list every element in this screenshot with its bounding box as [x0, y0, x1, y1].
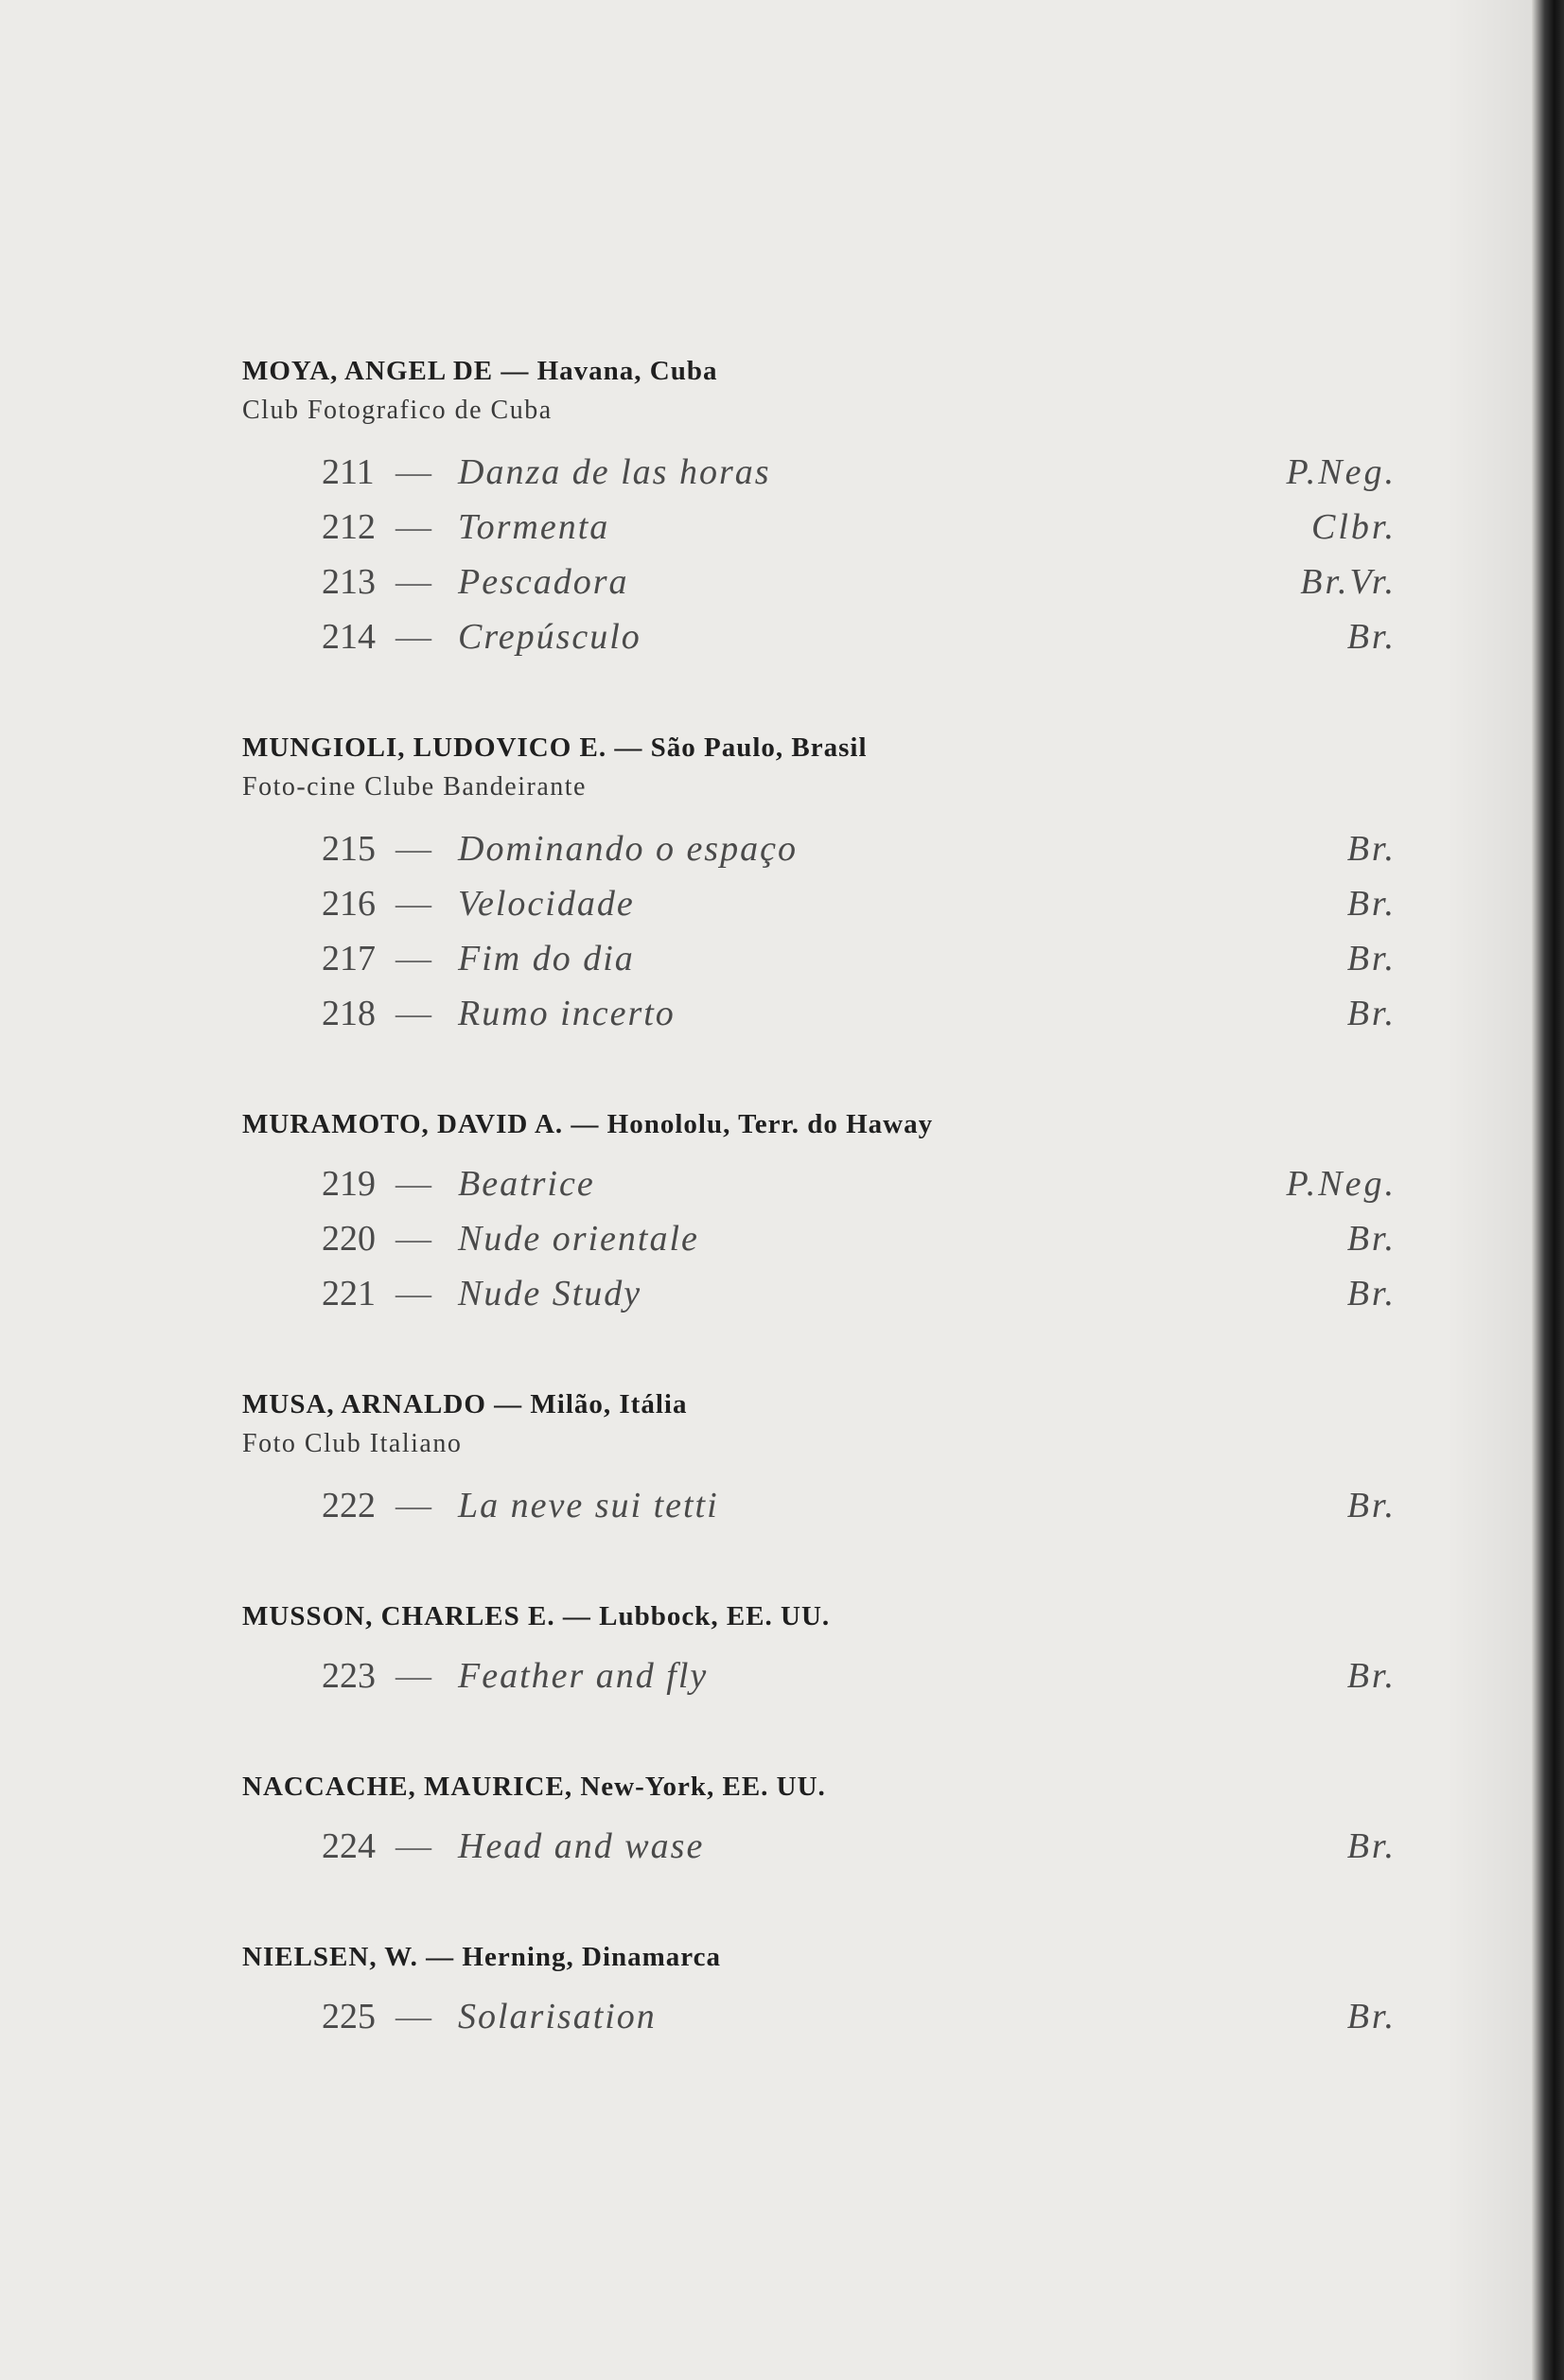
- work-row: [242, 1211, 1397, 1266]
- work-dash: —: [395, 617, 431, 657]
- work-dash: —: [395, 994, 431, 1033]
- work-technique: P.Neg.: [1286, 1164, 1397, 1204]
- work-title: Danza de las horas: [458, 452, 771, 492]
- work-number: 219: [322, 1164, 376, 1204]
- work-title: Pescadora: [458, 562, 629, 602]
- work-row: [242, 986, 1397, 1041]
- work-technique: Br.: [1346, 829, 1397, 869]
- work-number: 224: [322, 1826, 376, 1866]
- work-number: 216: [322, 884, 376, 924]
- work-number: 211: [322, 452, 375, 492]
- work-title: Feather and fly: [458, 1656, 709, 1696]
- work-technique: Br.: [1346, 939, 1397, 978]
- exhibitor-entry: [242, 1938, 1397, 2044]
- work-dash: —: [395, 1486, 431, 1525]
- work-row: [242, 821, 1397, 876]
- work-number: 221: [322, 1274, 376, 1313]
- exhibitor-header: MUSSON, CHARLES E. — Lubbock, EE. UU.: [242, 1601, 831, 1631]
- work-row: [242, 445, 1397, 500]
- work-number: 217: [322, 939, 376, 978]
- work-dash: —: [395, 1219, 431, 1259]
- works-list: [242, 1819, 1397, 1874]
- work-number: 220: [322, 1219, 376, 1259]
- exhibitor-club: Club Fotografico de Cuba: [242, 396, 553, 425]
- work-row: [242, 1478, 1397, 1533]
- works-list: [242, 1478, 1397, 1533]
- work-row: [242, 1819, 1397, 1874]
- work-row: [242, 500, 1397, 555]
- work-row: [242, 1648, 1397, 1703]
- work-dash: —: [395, 1274, 431, 1313]
- work-technique: Br.: [1346, 617, 1397, 657]
- work-dash: —: [395, 1164, 431, 1204]
- work-number: 214: [322, 617, 376, 657]
- work-dash: —: [395, 1656, 431, 1696]
- work-title: Nude Study: [458, 1274, 642, 1313]
- works-list: [242, 821, 1397, 1041]
- exhibitor-entry: [242, 1597, 1397, 1703]
- exhibitor-header: NACCACHE, MAURICE, New-York, EE. UU.: [242, 1772, 826, 1802]
- page-shade: [1447, 0, 1532, 2380]
- exhibitor-entry: [242, 1768, 1397, 1874]
- works-list: [242, 1156, 1397, 1321]
- work-technique: Br.: [1346, 884, 1397, 924]
- work-row: [242, 876, 1397, 931]
- works-list: [242, 1989, 1397, 2044]
- work-title: Rumo incerto: [458, 994, 676, 1033]
- work-row: [242, 1156, 1397, 1211]
- work-title: Beatrice: [458, 1164, 595, 1204]
- work-title: Velocidade: [458, 884, 635, 924]
- page-edge: [1532, 0, 1564, 2380]
- work-number: 212: [322, 507, 376, 547]
- work-technique: Br.: [1346, 994, 1397, 1033]
- work-dash: —: [395, 939, 431, 978]
- work-dash: —: [395, 829, 431, 869]
- work-dash: —: [395, 507, 431, 547]
- work-technique: Br.Vr.: [1300, 562, 1397, 602]
- catalog-list: [242, 352, 1397, 2108]
- work-technique: Br.: [1346, 1826, 1397, 1866]
- exhibitor-header: MUSA, ARNALDO — Milão, Itália: [242, 1389, 688, 1419]
- work-dash: —: [395, 562, 431, 602]
- work-technique: P.Neg.: [1286, 452, 1397, 492]
- work-title: Nude orientale: [458, 1219, 699, 1259]
- work-title: Fim do dia: [458, 939, 635, 978]
- work-dash: —: [395, 452, 431, 492]
- work-number: 223: [322, 1656, 376, 1696]
- work-number: 222: [322, 1486, 376, 1525]
- work-technique: Br.: [1346, 1274, 1397, 1313]
- exhibitor-entry: [242, 1105, 1397, 1321]
- exhibitor-entry: [242, 1385, 1397, 1533]
- work-title: Head and wase: [458, 1826, 705, 1866]
- work-title: Solarisation: [458, 1997, 657, 2036]
- work-number: 225: [322, 1997, 376, 2036]
- work-row: [242, 1989, 1397, 2044]
- work-dash: —: [395, 884, 431, 924]
- exhibitor-club: Foto Club Italiano: [242, 1429, 463, 1458]
- work-technique: Clbr.: [1311, 507, 1397, 547]
- work-row: [242, 555, 1397, 609]
- exhibitor-club: Foto-cine Clube Bandeirante: [242, 772, 587, 802]
- work-row: [242, 1266, 1397, 1321]
- work-row: [242, 931, 1397, 986]
- work-technique: Br.: [1346, 1219, 1397, 1259]
- work-number: 213: [322, 562, 376, 602]
- work-row: [242, 609, 1397, 664]
- work-title: Tormenta: [458, 507, 610, 547]
- work-title: La neve sui tetti: [458, 1486, 719, 1525]
- work-title: Dominando o espaço: [458, 829, 798, 869]
- exhibitor-entry: [242, 352, 1397, 664]
- works-list: [242, 1648, 1397, 1703]
- work-technique: Br.: [1346, 1997, 1397, 2036]
- work-dash: —: [395, 1997, 431, 2036]
- work-technique: Br.: [1346, 1486, 1397, 1525]
- work-title: Crepúsculo: [458, 617, 641, 657]
- exhibitor-header: MURAMOTO, DAVID A. — Honololu, Terr. do Haway: [242, 1109, 934, 1139]
- work-technique: Br.: [1346, 1656, 1397, 1696]
- work-number: 218: [322, 994, 376, 1033]
- work-dash: —: [395, 1826, 431, 1866]
- exhibitor-header: NIELSEN, W. — Herning, Dinamarca: [242, 1942, 722, 1972]
- works-list: [242, 445, 1397, 664]
- exhibitor-header: MUNGIOLI, LUDOVICO E. — São Paulo, Brasil: [242, 732, 868, 763]
- exhibitor-entry: [242, 729, 1397, 1041]
- work-number: 215: [322, 829, 376, 869]
- exhibitor-header: MOYA, ANGEL DE — Havana, Cuba: [242, 356, 718, 386]
